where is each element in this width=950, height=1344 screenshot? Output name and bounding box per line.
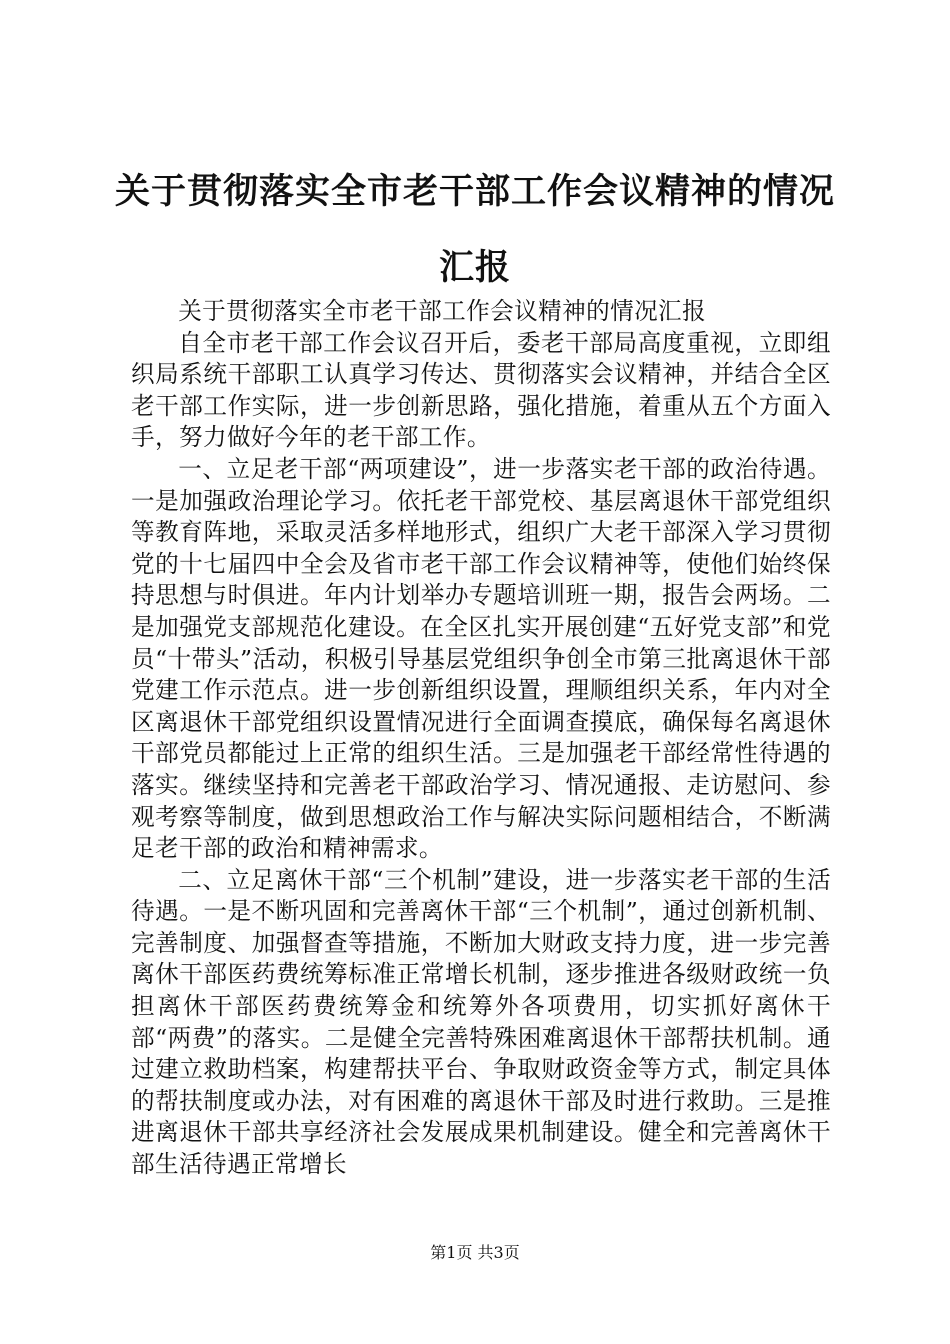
body-paragraph: 一、立足老干部“两项建设”，进一步落实老干部的政治待遇。一是加强政治理论学习。依托老干部党校、基层离退休干部党组织等教育阵地，采取灵活多样地形式，组织广大老干部深入学习贯彻党的十七届四中全会及省市老干部工作会议精神等，使他们始终保持思想与时俱进。年内计划举办专题培训班一期，报告会两场。二是加强党支部规范化建设。在全区扎实开展创建“五好党支部”和党员“十带头”活动，积极引导基层党组织争创全市第三批离退休干部党建工作示范点。进一步创新组织设置，理顺组织关系，年内对全区离退休干部党组织设置情况进行全面调查摸底，确保每名离退休干部党员都能过上正常的组织生活。三是加强老干部经常性待遇的落实。继续坚持和完善老干部政治学习、情况通报、走访慰问、参观考察等制度，做到思想政治工作与解决实际问题相结合，不断满足老干部的政治和精神需求。	[131, 454, 831, 863]
document-title: 关于贯彻落实全市老干部工作会议精神的情况汇报	[114, 172, 835, 288]
body-paragraph: 自全市老干部工作会议召开后，委老干部局高度重视，立即组织局系统干部职工认真学习传达、贯彻落实会议精神，并结合全区老干部工作实际，进一步创新思路，强化措施，着重从五个方面入手，努力做好今年的老干部工作。	[131, 328, 831, 452]
document-body	[131, 296, 831, 1181]
page-footer: 第1页 共3页	[430, 1243, 520, 1262]
body-paragraph: 二、立足离休干部“三个机制”建设，进一步落实老干部的生活待遇。一是不断巩固和完善离休干部“三个机制”，通过创新机制、完善制度、加强督查等措施，不断加大财政支持力度，进一步完善离休干部医药费统筹标准正常增长机制，逐步推进各级财政统一负担离休干部医药费统筹金和统筹外各项费用，切实抓好离休干部“两费”的落实。二是健全完善特殊困难离退休干部帮扶机制。通过建立救助档案，构建帮扶平台、争取财政资金等方式，制定具体的帮扶制度或办法，对有困难的离退休干部及时进行救助。三是推进离退休干部共享经济社会发展成果机制建设。健全和完善离休干部生活待遇正常增长	[131, 865, 831, 1179]
body-paragraph: 关于贯彻落实全市老干部工作会议精神的情况汇报	[178, 297, 707, 325]
